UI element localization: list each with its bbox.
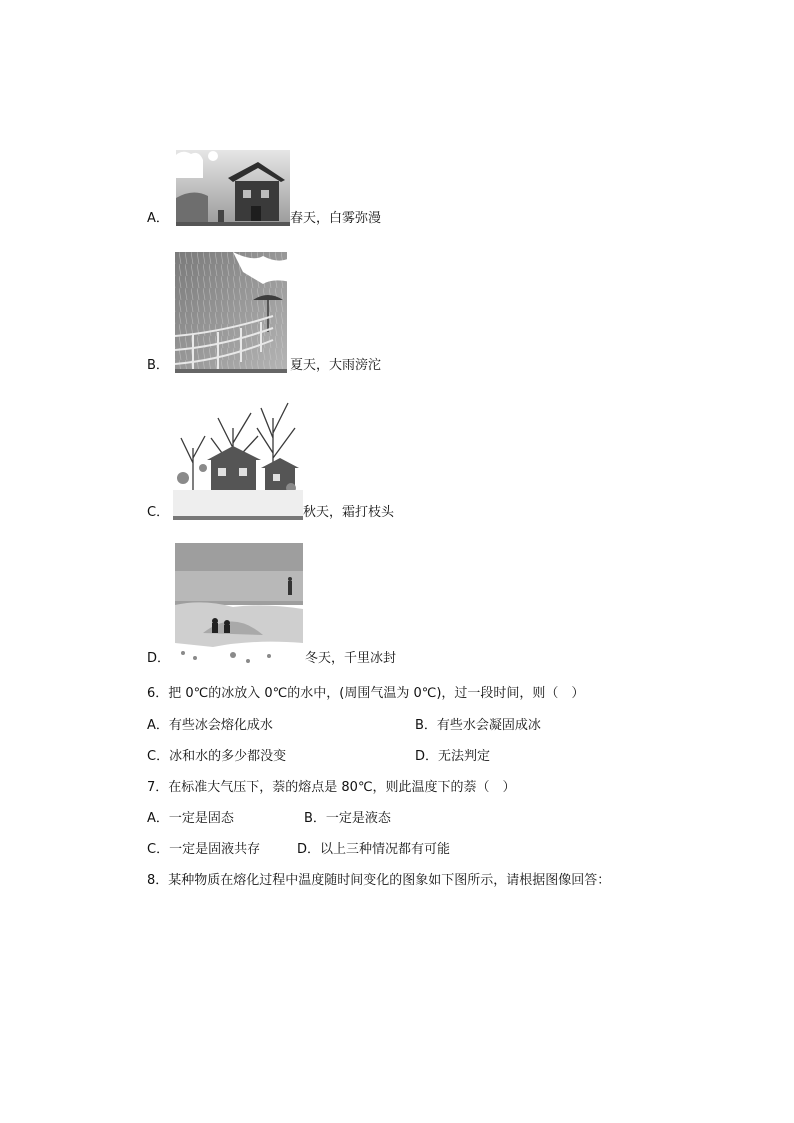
question-6-stem: 6．把 0℃的冰放入 0℃的水中，(周围气温为 0℃)，过一段时间，则（ ） <box>147 686 585 701</box>
question-7-option-c: C．一定是固液共存 <box>147 842 261 857</box>
option-a-caption: 春天，白雾弥漫 <box>290 211 382 226</box>
option-c-image <box>173 398 303 520</box>
option-a <box>147 148 381 226</box>
option-d <box>147 543 396 666</box>
option-b-image <box>173 252 290 373</box>
option-b-caption: 夏天，大雨滂沱 <box>290 358 382 373</box>
option-b <box>147 252 381 373</box>
option-c-letter: C． <box>147 505 170 520</box>
option-d-letter: D． <box>147 651 171 666</box>
question-7-option-a: A．一定是固态 <box>147 811 234 826</box>
question-7-stem: 7．在标准大气压下，萘的熔点是 80℃，则此温度下的萘（ ） <box>147 780 516 795</box>
option-a-letter: A． <box>147 211 169 226</box>
option-c <box>147 398 394 520</box>
option-d-caption: 冬天，千里冰封 <box>305 651 397 666</box>
question-6-option-b: B．有些水会凝固成冰 <box>415 718 541 733</box>
question-7-option-d: D．以上三种情况都有可能 <box>297 842 451 857</box>
option-a-image <box>173 148 290 226</box>
question-6-option-d: D．无法判定 <box>415 749 491 764</box>
option-b-letter: B． <box>147 358 169 373</box>
option-d-image <box>173 543 303 666</box>
question-7-option-b: B．一定是液态 <box>304 811 391 826</box>
option-c-caption: 秋天，霜打枝头 <box>303 505 395 520</box>
question-6-option-a: A．有些冰会熔化成水 <box>147 718 273 733</box>
question-8-stem: 8．某种物质在熔化过程中温度随时间变化的图象如下图所示，请根据图像回答： <box>147 873 611 888</box>
question-6-option-c: C．冰和水的多少都没变 <box>147 749 287 764</box>
